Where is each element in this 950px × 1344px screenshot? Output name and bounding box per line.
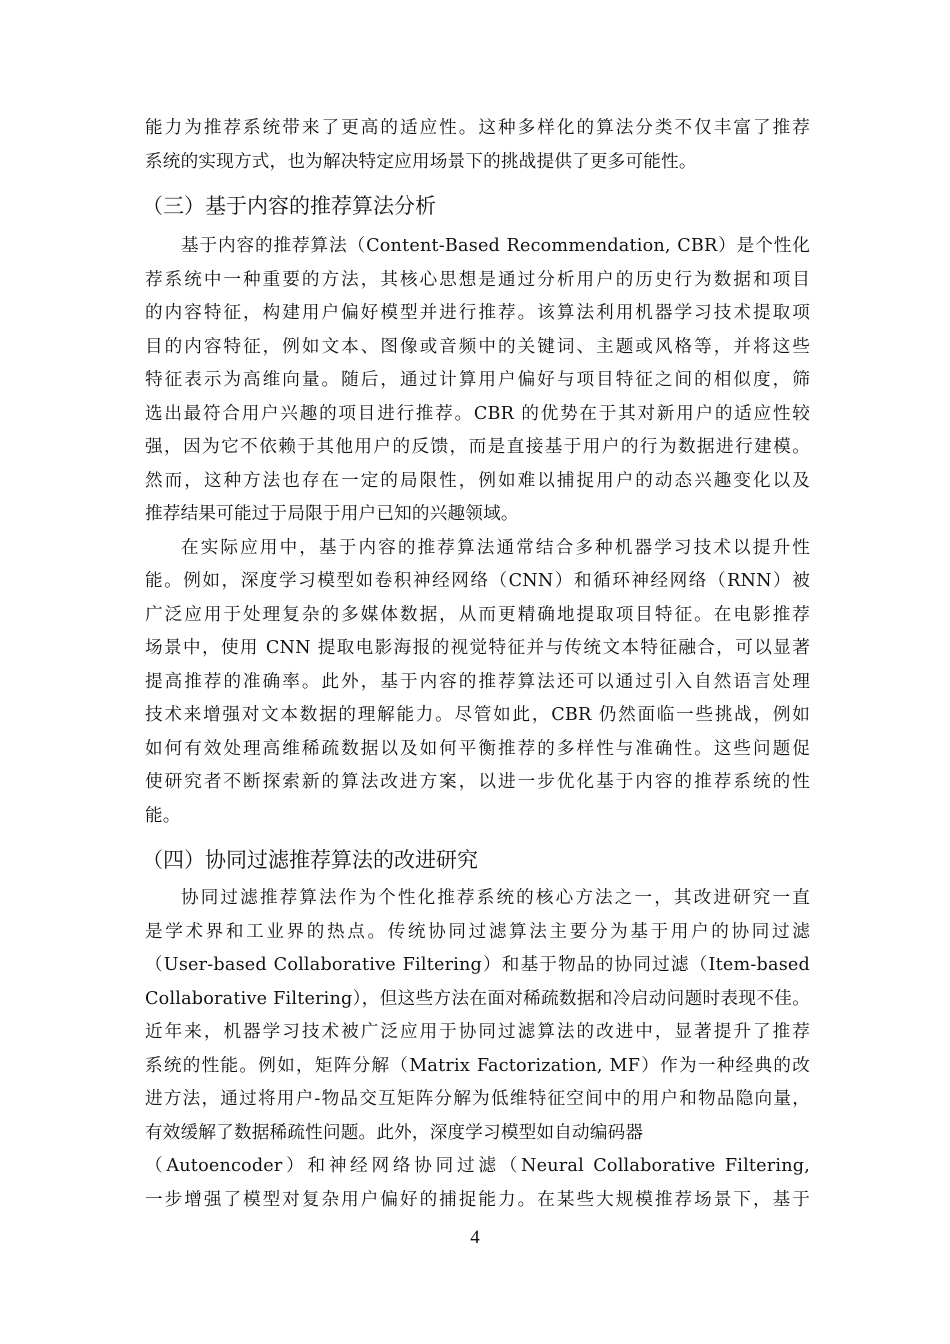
page-number: 4	[470, 1227, 480, 1248]
text-line: 能。例如，深度学习模型如卷积神经网络（CNN）和循环神经网络（RNN）被	[145, 571, 810, 591]
text-line: 系统的实现方式，也为解决特定应用场景下的挑战提供了更多可能性。	[145, 151, 697, 172]
document-page	[142, 112, 810, 1217]
text-line: 能。	[145, 805, 181, 826]
text-line: 场景中，使用 CNN 提取电影海报的视觉特征并与传统文本特征融合，可以显著	[145, 638, 810, 658]
text-line: 然而，这种方法也存在一定的局限性，例如难以捕捉用户的动态兴趣变化以及	[145, 470, 810, 491]
text-line: 荐系统中一种重要的方法，其核心思想是通过分析用户的历史行为数据和项目	[145, 269, 810, 290]
text-line: 如何有效处理高维稀疏数据以及如何平衡推荐的多样性与准确性。这些问题促	[145, 738, 810, 759]
text-line: 有效缓解了数据稀疏性问题。此外，深度学习模型如自动编码器	[145, 1122, 644, 1143]
text-line: 近年来，机器学习技术被广泛应用于协同过滤算法的改进中，显著提升了推荐	[145, 1022, 810, 1042]
text-line: （User-based Collaborative Filtering）和基于物品的协同过滤（Item-based	[145, 955, 810, 975]
text-line: 选出最符合用户兴趣的项目进行推荐。CBR 的优势在于其对新用户的适应性较	[145, 403, 810, 424]
text-line: 的内容特征，构建用户偏好模型并进行推荐。该算法利用机器学习技术提取项	[145, 303, 810, 323]
text-line: 能力为推荐系统带来了更高的适应性。这种多样化的算法分类不仅丰富了推荐	[145, 118, 810, 138]
text-line: 强，因为它不依赖于其他用户的反馈，而是直接基于用户的行为数据进行建模。	[145, 437, 810, 457]
text-line: 是学术界和工业界的热点。传统协同过滤算法主要分为基于用户的协同过滤	[145, 921, 810, 942]
section-4-paragraph-1	[145, 882, 810, 1217]
text-line: 特征表示为高维向量。随后，通过计算用户偏好与项目特征之间的相似度，筛	[145, 370, 810, 390]
text-line: 技术来增强对文本数据的理解能力。尽管如此，CBR 仍然面临一些挑战，例如	[145, 705, 810, 725]
text-line: （Autoencoder）和神经网络协同过滤（Neural Collaborative Filtering,	[145, 1156, 810, 1176]
section-heading-3: （三）基于内容的推荐算法分析	[142, 194, 436, 218]
section-3-paragraph-2	[145, 532, 810, 834]
text-line: 基于内容的推荐算法（Content-Based Recommendation, CBR）是个性化	[181, 236, 810, 256]
text-line: Collaborative Filtering），但这些方法在面对稀疏数据和冷启动问题时表现不佳。	[145, 988, 810, 1009]
text-line: 广泛应用于处理复杂的多媒体数据，从而更精确地提取项目特征。在电影推荐	[145, 604, 810, 625]
text-line: 目的内容特征，例如文本、图像或音频中的关键词、主题或风格等，并将这些	[145, 336, 810, 357]
text-line: 协同过滤推荐算法作为个性化推荐系统的核心方法之一，其改进研究一直	[181, 888, 810, 908]
text-line: 使研究者不断探索新的算法改进方案，以进一步优化基于内容的推荐系统的性	[145, 772, 810, 792]
text-line: 一步增强了模型对复杂用户偏好的捕捉能力。在某些大规模推荐场景下，基于	[145, 1189, 810, 1210]
text-line: 系统的性能。例如，矩阵分解（Matrix Factorization, MF）作为一种经典的改	[145, 1055, 810, 1076]
text-line: 在实际应用中，基于内容的推荐算法通常结合多种机器学习技术以提升性	[181, 537, 810, 558]
text-line: 推荐结果可能过于局限于用户已知的兴趣领域。	[145, 504, 519, 524]
text-line: 提高推荐的准确率。此外，基于内容的推荐算法还可以通过引入自然语言处理	[145, 671, 810, 692]
section-heading-4: （四）协同过滤推荐算法的改进研究	[142, 848, 478, 872]
intro-paragraph	[145, 112, 810, 179]
text-line: 进方法，通过将用户-物品交互矩阵分解为低维特征空间中的用户和物品隐向量，	[145, 1089, 810, 1109]
section-3-paragraph-1	[145, 230, 810, 532]
